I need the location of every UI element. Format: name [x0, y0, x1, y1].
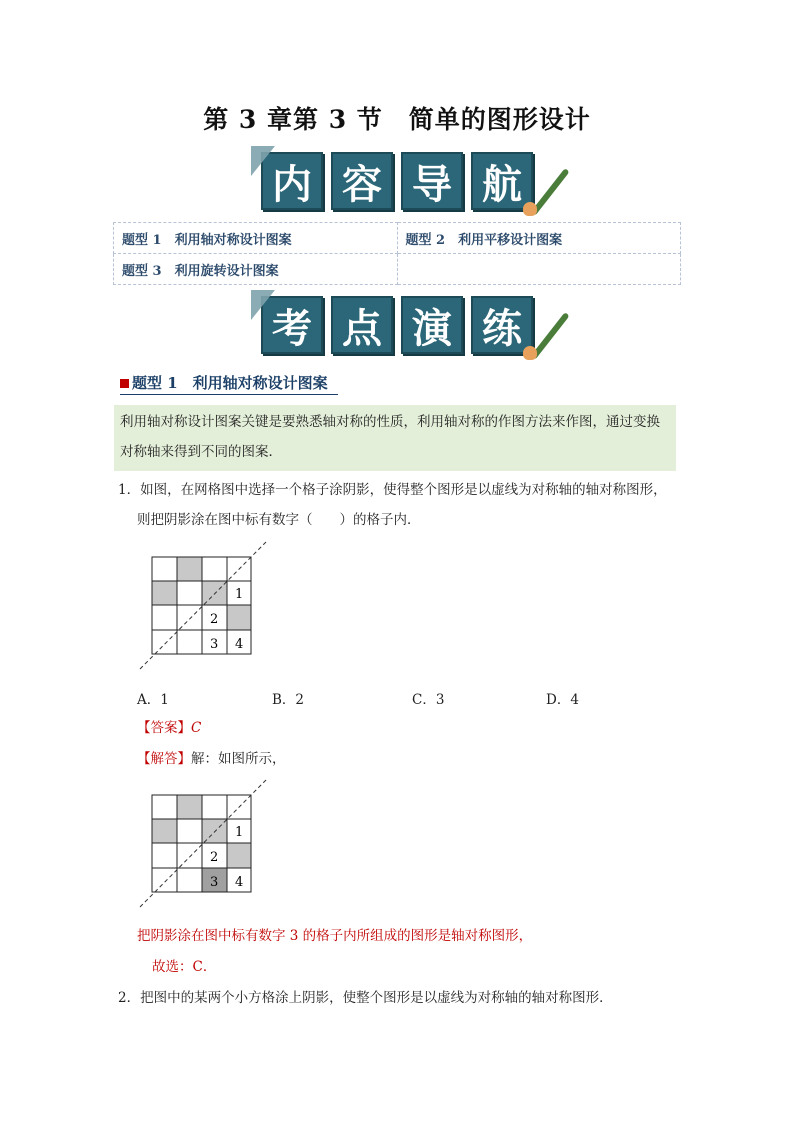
banner-tile: 内: [261, 152, 323, 210]
shaded-cell: [227, 843, 251, 868]
banner-triangle-decoration: [251, 146, 275, 176]
banner-tile: 导: [401, 152, 463, 210]
banner-tile: 容: [331, 152, 393, 210]
nav-cell: [397, 254, 681, 285]
section-underline: [120, 394, 338, 395]
question-1-line1: 1．如图，在网格图中选择一个格子涂阴影，使得整个图形是以虚线为对称轴的轴对称图形，: [118, 482, 667, 498]
method-tip-box: 利用轴对称设计图案关键是要熟悉轴对称的性质，利用轴对称的作图方法来作图，通过变换对称轴来得到不同的图案．: [114, 405, 676, 471]
banner-tile: 航: [471, 152, 533, 210]
solution-text: 解：如图所示，: [191, 751, 286, 767]
shaded-cell: [152, 581, 177, 605]
shaded-cell: [177, 557, 202, 581]
banner-tile: 练: [471, 296, 533, 354]
option-c[interactable]: C．3: [412, 692, 445, 708]
grid-figure-question: [138, 538, 278, 670]
explanation-line: 把阴影涂在图中标有数字 3 的格子内所组成的图形是轴对称图形，: [137, 928, 533, 944]
question-1-line2: 则把阴影涂在图中标有数字（ ）的格子内．: [137, 512, 421, 528]
topic-nav-table: [113, 222, 681, 285]
nav-cell[interactable]: 题型 2 利用平移设计图案: [397, 223, 681, 254]
red-square-icon: [120, 379, 129, 388]
option-a[interactable]: A．1: [137, 692, 169, 708]
answer-value: C: [191, 720, 202, 736]
banner-tile: 演: [401, 296, 463, 354]
grid-label: 2: [210, 612, 219, 627]
banner-tile: 考: [261, 296, 323, 354]
question-2: 2．把图中的某两个小方格涂上阴影，使整个图形是以虚线为对称轴的轴对称图形．: [118, 990, 613, 1006]
grid-label: 2: [210, 850, 219, 865]
section-heading: [120, 372, 328, 393]
grid-label: 3: [210, 637, 219, 652]
banner-content-nav: [0, 152, 794, 216]
shaded-cell: [152, 819, 177, 843]
shaded-cell: [202, 819, 227, 843]
shaded-cell: [202, 581, 227, 605]
solution-label: 【解答】: [137, 751, 191, 767]
grid-label: 1: [235, 825, 244, 840]
banner-triangle-decoration: [251, 290, 275, 320]
section-heading-text: 题型 1 利用轴对称设计图案: [132, 374, 328, 392]
brush-tip-icon: [523, 346, 537, 360]
answer-label: 【答案】: [137, 720, 191, 736]
grid-figure-solution: [138, 776, 278, 908]
nav-cell[interactable]: 题型 1 利用轴对称设计图案: [114, 223, 398, 254]
banner-tile: 点: [331, 296, 393, 354]
grid-label: 1: [235, 587, 244, 602]
option-b[interactable]: B．2: [272, 692, 305, 708]
answer-line: [137, 714, 201, 742]
conclusion-line: 故选：C．: [152, 959, 217, 975]
page-title: 第 3 章第 3 节 简单的图形设计: [203, 105, 591, 134]
grid-label: 3: [210, 875, 219, 890]
solution-line: [137, 745, 286, 773]
shaded-cell: [227, 605, 251, 630]
banner-practice: [0, 296, 794, 360]
shaded-cell: [177, 795, 202, 819]
nav-cell[interactable]: 题型 3 利用旋转设计图案: [114, 254, 398, 285]
option-d[interactable]: D．4: [546, 692, 579, 708]
grid-label: 4: [235, 875, 244, 890]
brush-tip-icon: [523, 202, 537, 216]
grid-label: 4: [235, 637, 244, 652]
